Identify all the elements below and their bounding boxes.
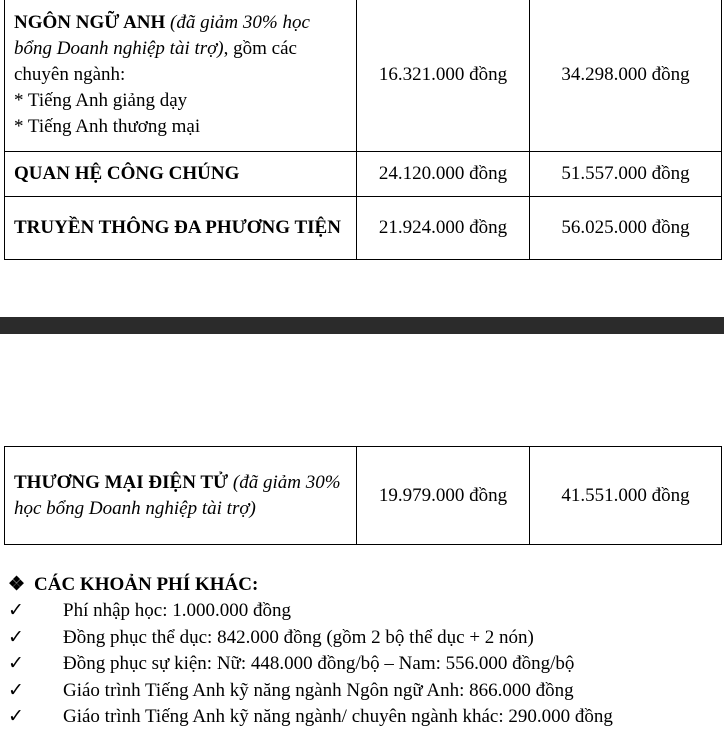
specialization-item: * Tiếng Anh thương mại <box>14 116 201 137</box>
fee-cell: 51.557.000 đồng <box>530 152 722 197</box>
major-note: (đã giảm 30% học bổng Doanh nghiệp tài trợ) <box>14 471 341 519</box>
major-cell <box>5 152 357 197</box>
checkmark-icon: ✓ <box>8 600 24 621</box>
fee-item-text: Giáo trình Tiếng Anh kỹ năng ngành/ chuyên ngành khác: 290.000 đồng <box>63 706 613 728</box>
checkmark-icon: ✓ <box>8 706 24 728</box>
checkmark-icon: ✓ <box>8 653 24 675</box>
major-name: NGÔN NGỮ ANH <box>14 12 166 33</box>
checkmark-icon: ✓ <box>8 679 24 701</box>
tuition-table-top <box>4 0 722 260</box>
other-fees-title: CÁC KHOẢN PHÍ KHÁC: <box>34 574 259 595</box>
list-item <box>8 678 613 705</box>
major-name: QUAN HỆ CÔNG CHÚNG <box>14 163 240 184</box>
diamond-bullet-icon: ❖ <box>8 574 26 595</box>
tuition-table-bottom <box>4 446 722 545</box>
major-note: (đã giảm 30% học bổng Doanh nghiệp tài trợ) <box>14 12 310 59</box>
list-item <box>8 625 613 652</box>
list-item <box>8 704 613 731</box>
major-cell <box>5 0 357 152</box>
checkmark-icon: ✓ <box>8 626 24 648</box>
table-row <box>5 152 722 197</box>
fee-cell: 34.298.000 đồng <box>530 0 722 152</box>
other-fees-heading <box>8 572 258 598</box>
major-name: THƯƠNG MẠI ĐIỆN TỬ <box>14 471 229 493</box>
table-row <box>5 0 722 152</box>
table-row <box>5 197 722 260</box>
table-row <box>5 447 722 545</box>
fee-item-text: Phí nhập học: 1.000.000 đồng <box>63 600 291 621</box>
fee-cell: 19.979.000 đồng <box>357 447 530 545</box>
major-cell <box>5 197 357 260</box>
major-tail: , gồm các chuyên ngành: <box>14 38 297 85</box>
fee-cell: 56.025.000 đồng <box>530 197 722 260</box>
fee-item-text: Đồng phục sự kiện: Nữ: 448.000 đồng/bộ – Nam: 556.000 đồng/bộ <box>63 653 575 675</box>
list-item <box>8 651 613 678</box>
fee-item-text: Giáo trình Tiếng Anh kỹ năng ngành Ngôn ngữ Anh: 866.000 đồng <box>63 679 574 701</box>
fee-cell: 21.924.000 đồng <box>357 197 530 260</box>
list-item <box>8 598 613 625</box>
other-fees-list <box>8 598 613 731</box>
major-cell <box>5 447 357 545</box>
specialization-item: * Tiếng Anh giảng dạy <box>14 90 188 111</box>
fee-cell: 24.120.000 đồng <box>357 152 530 197</box>
fee-cell: 41.551.000 đồng <box>530 447 722 545</box>
fee-item-text: Đồng phục thể dục: 842.000 đồng (gồm 2 bộ thể dục + 2 nón) <box>63 626 534 648</box>
fee-cell: 16.321.000 đồng <box>357 0 530 152</box>
major-name: TRUYỀN THÔNG ĐA PHƯƠNG TIỆN <box>14 217 341 238</box>
page-separator <box>0 317 724 334</box>
